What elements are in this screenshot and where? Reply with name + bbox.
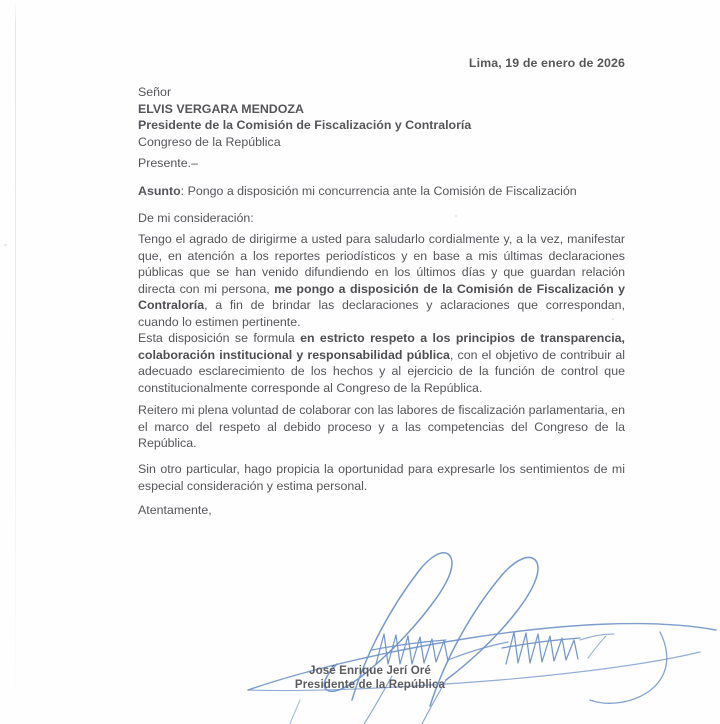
emphasis-run-2: me pongo a disposición de la Comisión de Fiscalización y Contraloría: [138, 281, 625, 313]
text-run-3: , con el objetivo de contribuir al adecuado esclarecimiento de los hechos y al ejercicio de la función de control que constitucionalmente corresponde al Congreso de la República.: [138, 347, 625, 395]
subject-label: Asunto: [138, 184, 181, 198]
emphasis-run-2: en estricto respeto a los principios de transparencia, colaboración institucional y responsabilidad pública: [138, 331, 625, 362]
signature-name-block: [240, 664, 500, 693]
subject-text: Pongo a disposición mi concurrencia ante la Comisión de Fiscalización: [187, 184, 577, 198]
paragraph-2: [138, 330, 625, 396]
addressee-name: ELVIS VERGARA MENDOZA: [138, 101, 304, 116]
subject-line: [138, 184, 638, 198]
greeting-line: De mi consideración:: [138, 211, 254, 225]
subject-separator: :: [180, 184, 188, 198]
addressee-salutation: Señor: [138, 85, 172, 99]
paragraph-4: [138, 461, 625, 494]
text-run-1: Sin otro particular, hago propicia la oportunidad para expresarle los sentimientos de mi especial consideración y estima personal.: [138, 462, 625, 493]
addressee-position: Presidente de la Comisión de Fiscalización y Contraloría: [138, 118, 472, 133]
text-run-3: , a fin de brindar las declaraciones y aclaraciones que correspondan, cuando lo estimen pertinente.: [138, 298, 625, 329]
signer-title: Presidente de la República: [294, 678, 446, 692]
presente-line: Presente.–: [138, 156, 198, 170]
date-line: Lima, 19 de enero de 2026: [468, 56, 625, 70]
text-run-1: Esta disposición se formula: [138, 331, 301, 345]
text-run-1: Tengo el agrado de dirigirme a usted para saludarlo cordialmente y, a la vez, manifestar que, en atención a los reportes periodísticos y en base a mis últimas declaraciones públicas que se han venido difundiendo en los últimos días y que guardan relación directa con mi persona,: [138, 232, 625, 296]
paragraph-3: [138, 402, 625, 452]
paragraph-1: [138, 231, 625, 331]
addressee-block: [138, 84, 638, 150]
closing-line: Atentamente,: [138, 503, 212, 517]
text-run-1: Reitero mi plena voluntad de colaborar con las labores de fiscalización parlamentaria, en el marco del respeto al debido proceso y a las competencias del Congreso de la República.: [138, 403, 625, 451]
addressee-institution: Congreso de la República: [138, 134, 281, 149]
signer-name: José Enrique Jerí Oré: [309, 664, 431, 677]
